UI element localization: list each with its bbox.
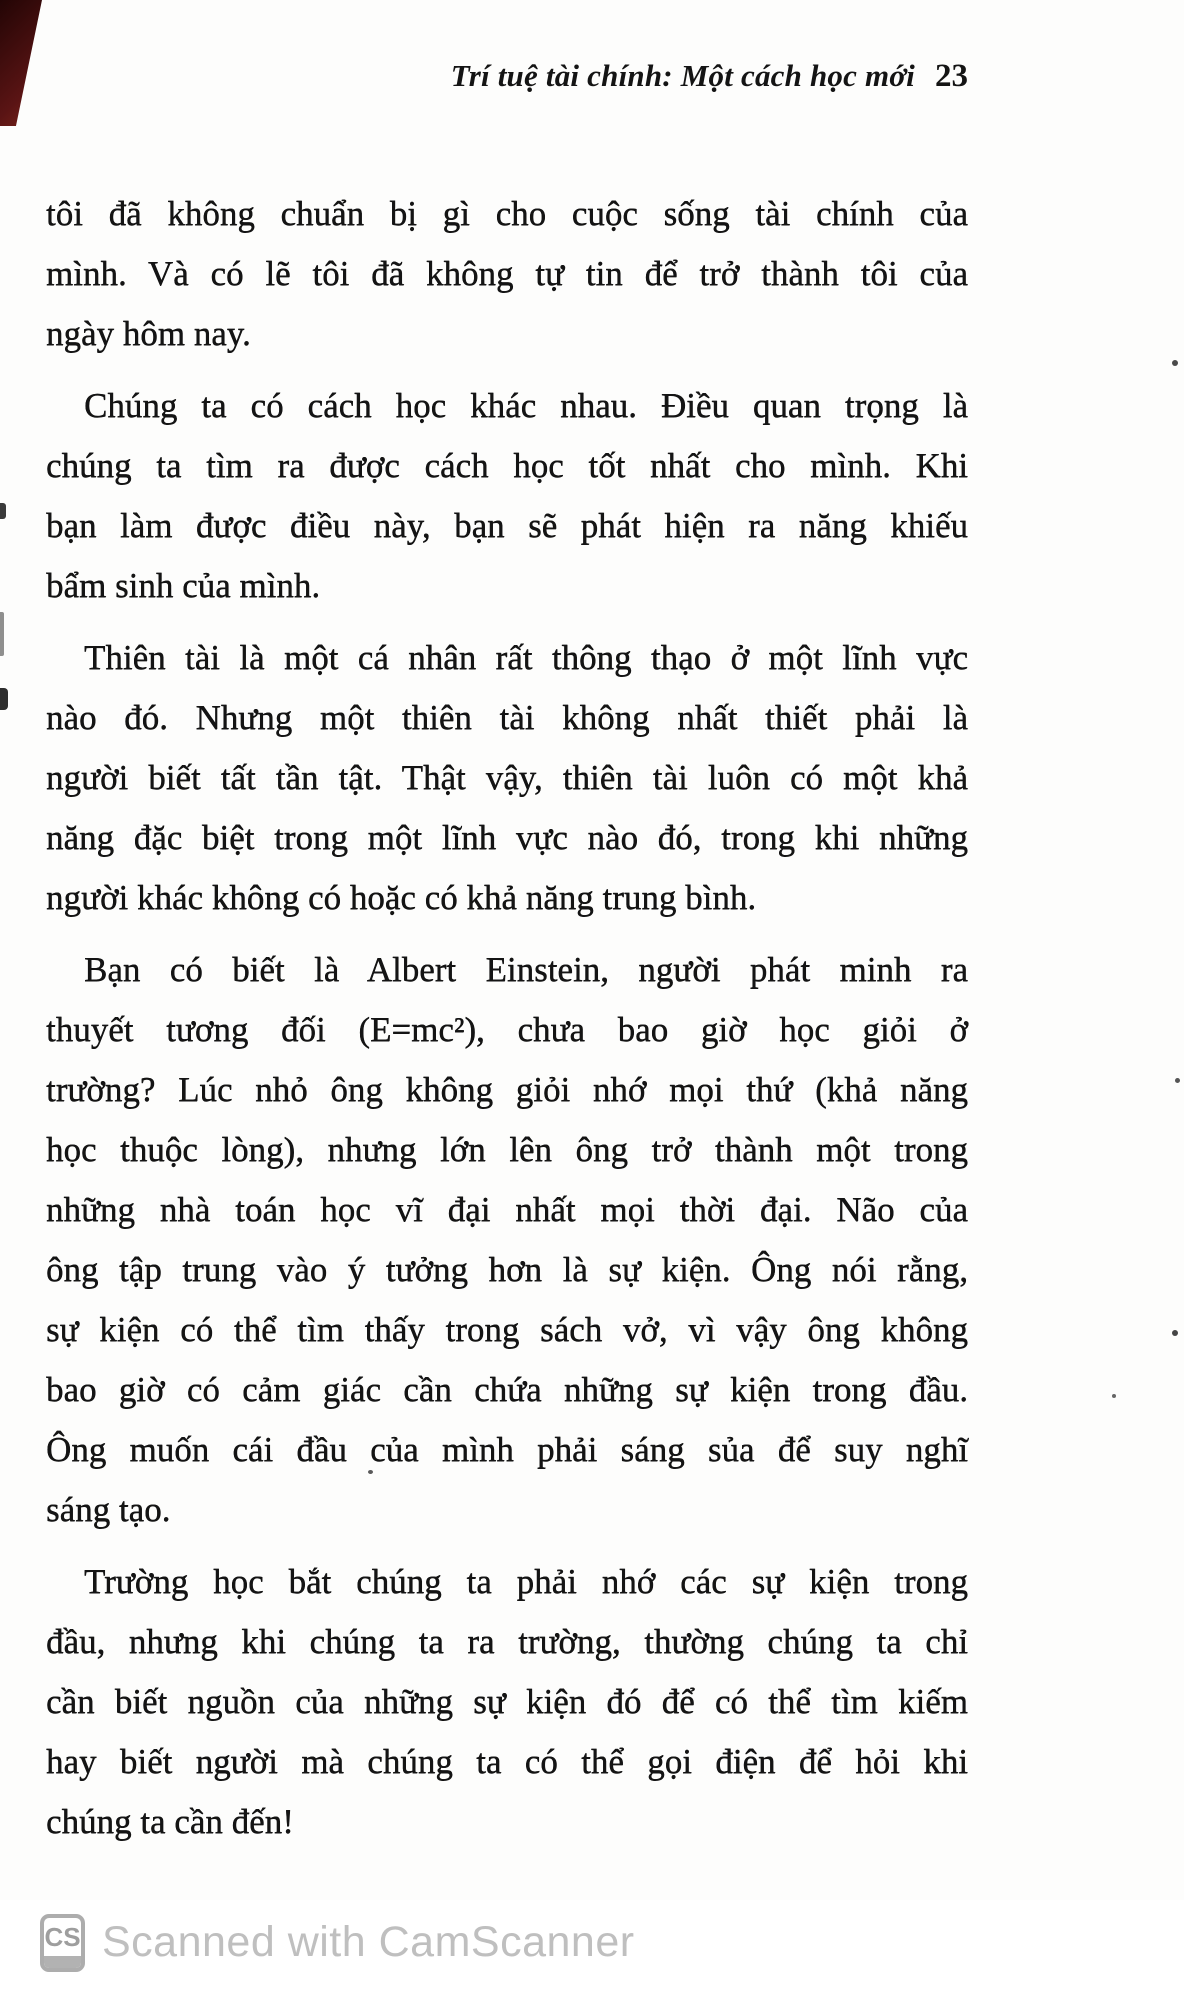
scan-smudge-artifact xyxy=(0,688,8,710)
paragraph xyxy=(46,940,968,1540)
text-line: bạn làm được điều này, bạn sẽ phát hiện ra năng khiếu xyxy=(46,506,968,545)
page-number: 23 xyxy=(935,58,968,94)
text-line: trường? Lúc nhỏ ông không giỏi nhớ mọi thứ (khả năng xyxy=(46,1070,968,1109)
text-line: Trường học bắt chúng ta phải nhớ các sự kiện trong xyxy=(84,1562,968,1601)
text-line: nào đó. Nhưng một thiên tài không nhất thiết phải là xyxy=(46,698,968,737)
camscanner-logo-icon xyxy=(40,1914,85,1972)
text-line: cần biết nguồn của những sự kiện đó để có thể tìm kiếm xyxy=(46,1682,968,1721)
paragraph xyxy=(46,628,968,928)
text-line: ngày hôm nay. xyxy=(46,314,251,353)
camscanner-footer xyxy=(0,1900,1184,2016)
text-line: mình. Và có lẽ tôi đã không tự tin để trở thành tôi của xyxy=(46,254,968,293)
text-line: bao giờ có cảm giác cần chứa những sự kiện trong đầu. xyxy=(46,1370,968,1409)
text-line: Thiên tài là một cá nhân rất thông thạo ở một lĩnh vực xyxy=(84,638,968,677)
text-line: thuyết tương đối (E=mc²), chưa bao giờ học giỏi ở xyxy=(46,1010,968,1049)
text-line: chúng ta cần đến! xyxy=(46,1802,294,1841)
camscanner-logo-strip xyxy=(44,1956,81,1968)
text-line: sự kiện có thể tìm thấy trong sách vở, vì vậy ông không xyxy=(46,1310,968,1349)
text-line: hay biết người mà chúng ta có thể gọi điện để hỏi khi xyxy=(46,1742,968,1781)
scan-speck-artifact xyxy=(1175,1078,1180,1083)
scan-smudge-artifact xyxy=(0,612,4,656)
camscanner-logo-label: CS xyxy=(44,1922,81,1952)
page-body xyxy=(46,184,968,1864)
text-line: sáng tạo. xyxy=(46,1490,171,1529)
paragraph xyxy=(46,376,968,616)
scan-speck-artifact xyxy=(1172,1330,1178,1336)
scan-speck-artifact xyxy=(1172,360,1178,366)
text-line: những nhà toán học vĩ đại nhất mọi thời đại. Não của xyxy=(46,1190,968,1229)
running-header xyxy=(46,58,968,95)
camscanner-label: Scanned with CamScanner xyxy=(102,1918,635,1966)
text-line: học thuộc lòng), nhưng lớn lên ông trở thành một trong xyxy=(46,1130,968,1169)
text-line: đầu, nhưng khi chúng ta ra trường, thường chúng ta chỉ xyxy=(46,1622,968,1661)
text-line: năng đặc biệt trong một lĩnh vực nào đó, trong khi những xyxy=(46,818,968,857)
text-line: chúng ta tìm ra được cách học tốt nhất cho mình. Khi xyxy=(46,446,968,485)
running-title: Trí tuệ tài chính: Một cách học mới xyxy=(450,58,915,93)
text-line: Chúng ta có cách học khác nhau. Điều quan trọng là xyxy=(84,386,968,425)
scan-speck-artifact xyxy=(368,1470,373,1474)
text-line: bẩm sinh của mình. xyxy=(46,566,321,605)
text-line: Ông muốn cái đầu của mình phải sáng sủa để suy nghĩ xyxy=(46,1430,968,1469)
text-line: người khác không có hoặc có khả năng trung bình. xyxy=(46,878,757,917)
scan-smudge-artifact xyxy=(0,503,6,519)
paragraph xyxy=(46,1552,968,1852)
text-line: ông tập trung vào ý tưởng hơn là sự kiện. Ông nói rằng, xyxy=(46,1250,968,1289)
scan-speck-artifact xyxy=(1112,1394,1116,1398)
text-line: người biết tất tần tật. Thật vậy, thiên tài luôn có một khả xyxy=(46,758,968,797)
paragraph xyxy=(46,184,968,364)
text-line: Bạn có biết là Albert Einstein, người phát minh ra xyxy=(84,950,968,989)
text-line: tôi đã không chuẩn bị gì cho cuộc sống tài chính của xyxy=(46,194,968,233)
scan-corner-artifact xyxy=(0,0,42,126)
